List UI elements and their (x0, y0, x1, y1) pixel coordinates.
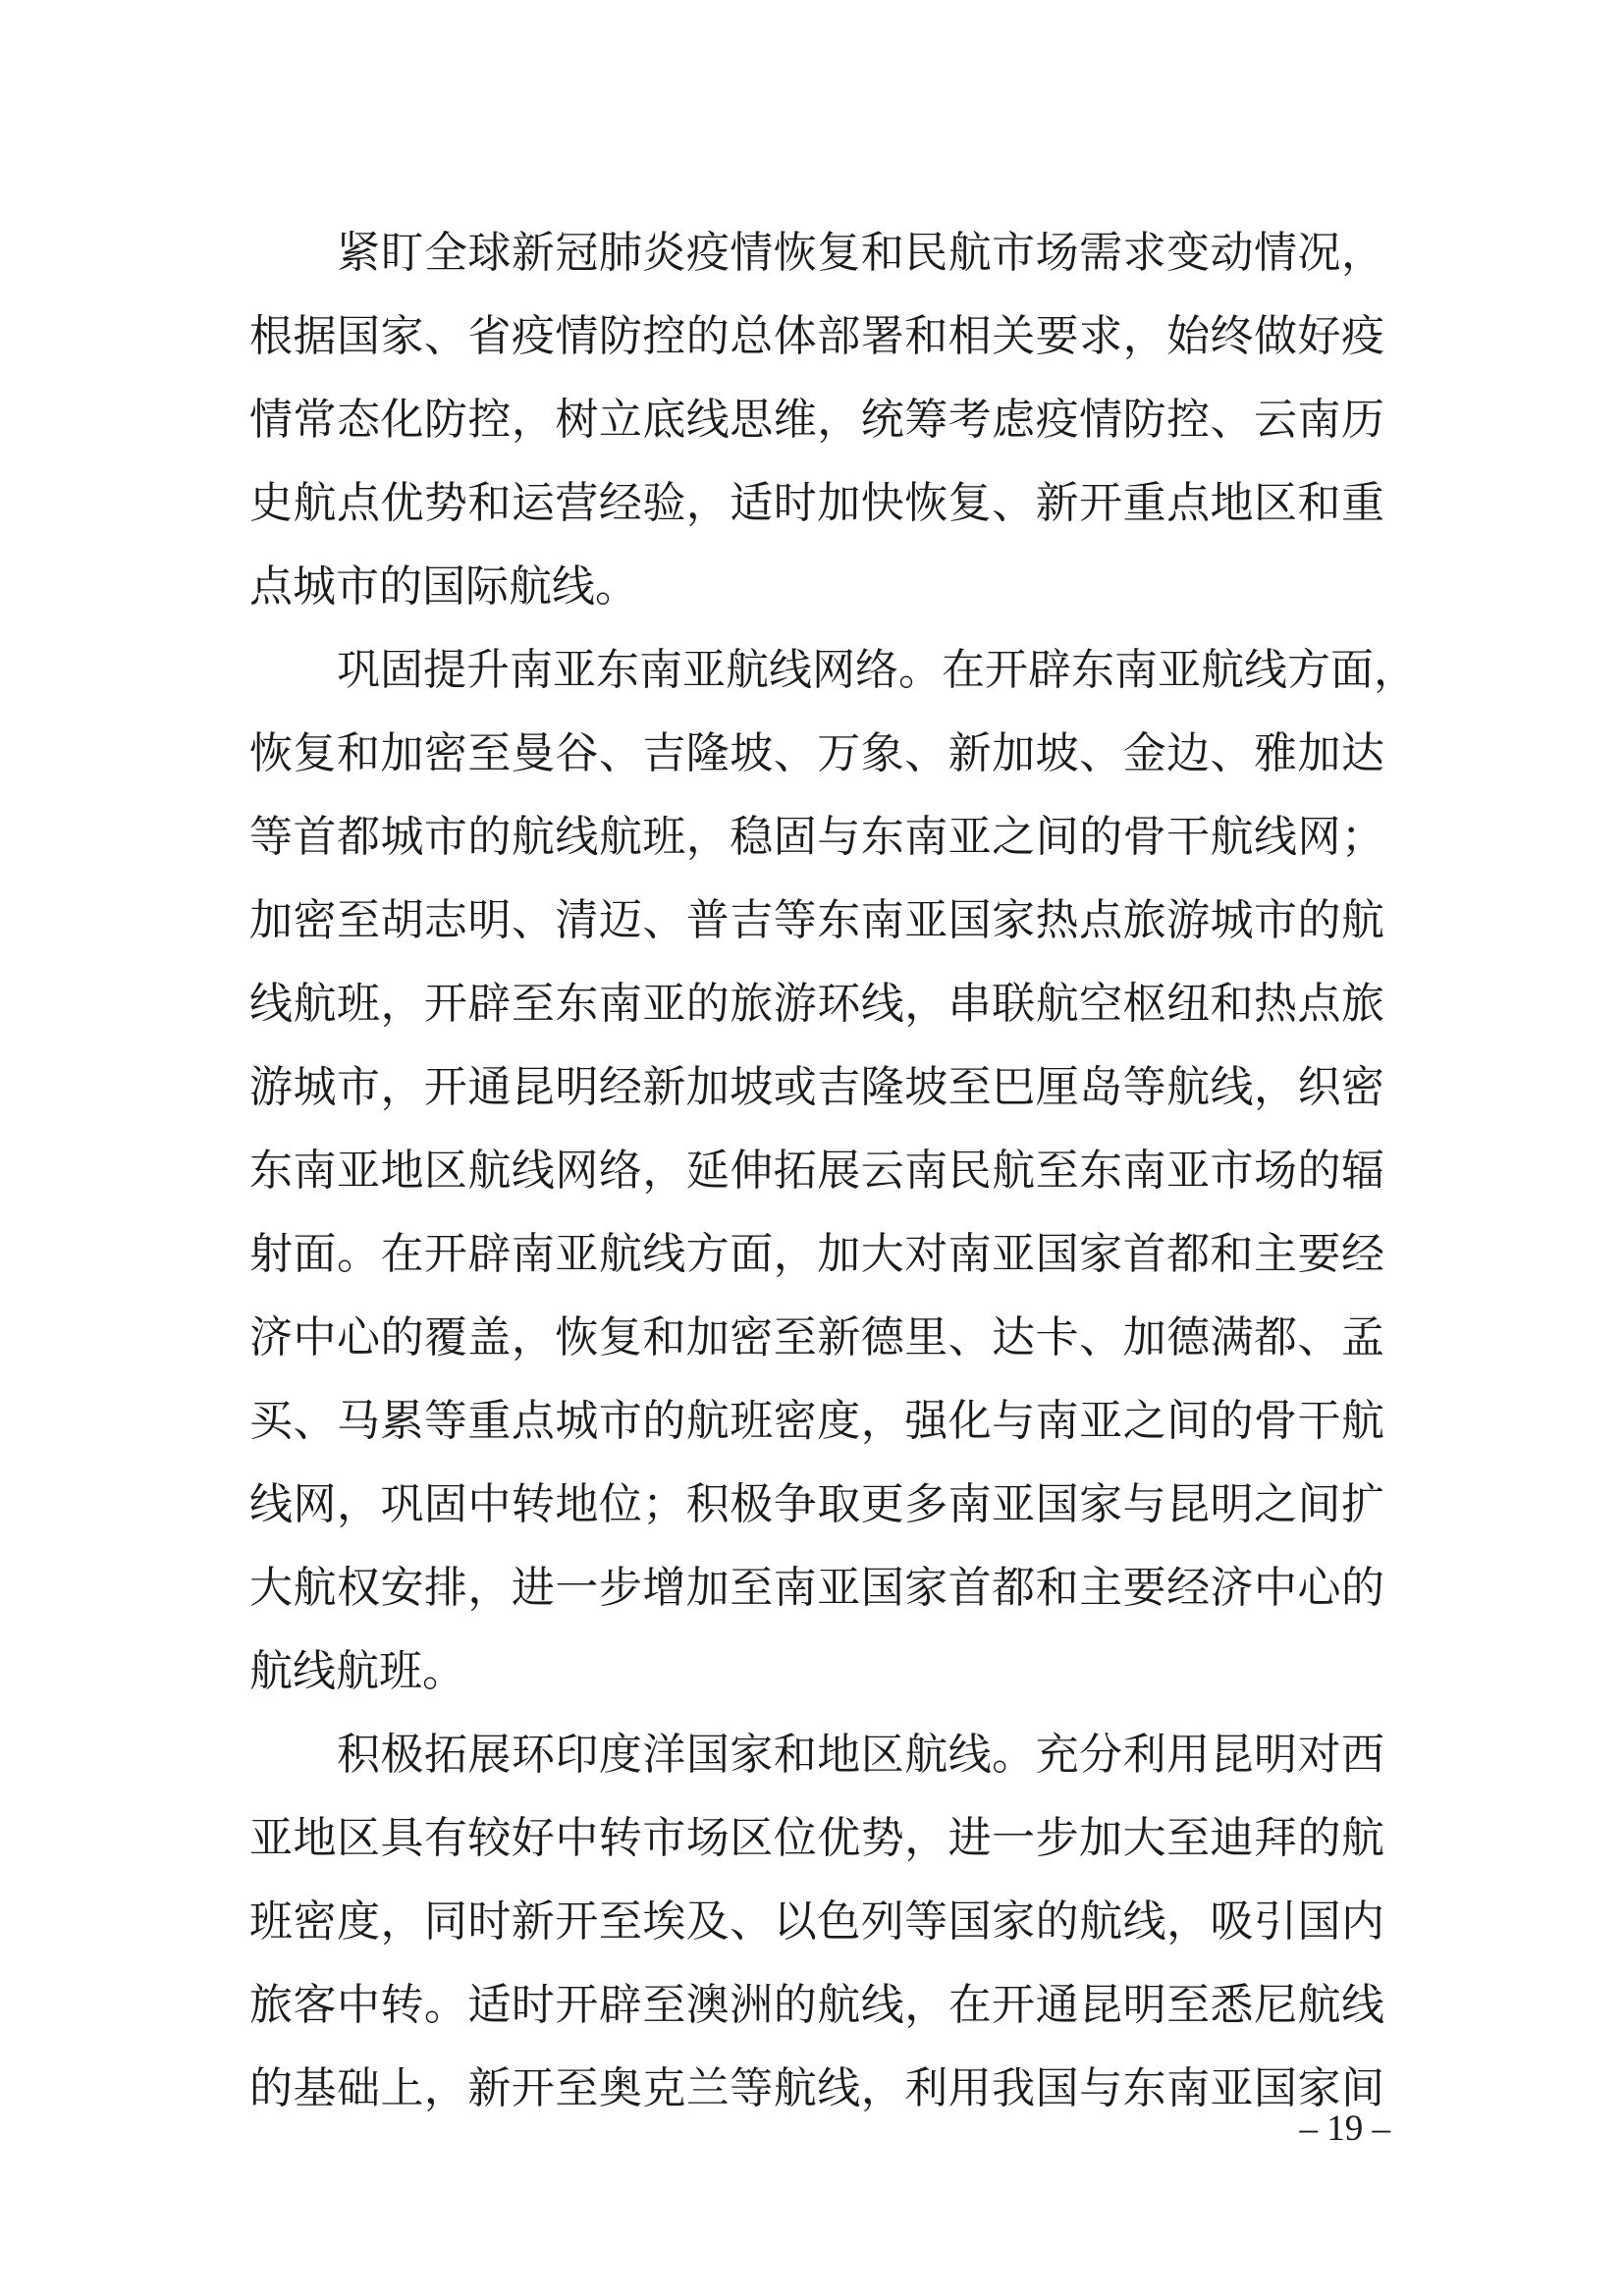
paragraph-1-line-3: 情常态化防控，树立底线思维，统筹考虑疫情防控、云南历 (249, 395, 1384, 445)
paragraph-1-line-5: 点城市的国际航线。 (249, 561, 638, 612)
paragraph-1-line-1: 紧盯全球新冠肺炎疫情恢复和民航市场需求变动情况， (337, 228, 1384, 278)
paragraph-3-line-5: 的基础上，新开至奥克兰等航线，利用我国与东南亚国家间 (249, 2063, 1384, 2113)
paragraph-2-line-8: 射面。在开辟南亚航线方面，加大对南亚国家首都和主要经 (249, 1229, 1384, 1279)
paragraph-2-line-4: 加密至胡志明、清迈、普吉等东南亚国家热点旅游城市的航 (249, 895, 1384, 945)
paragraph-1-line-4: 史航点优势和运营经验，适时加快恢复、新开重点地区和重 (249, 478, 1384, 528)
paragraph-2-line-12: 大航权安排，进一步增加至南亚国家首都和主要经济中心的 (249, 1563, 1384, 1613)
paragraph-2-line-2: 恢复和加密至曼谷、吉隆坡、万象、新加坡、金边、雅加达 (249, 728, 1384, 778)
paragraph-3-line-2: 亚地区具有较好中转市场区位优势，进一步加大至迪拜的航 (249, 1813, 1384, 1863)
paragraph-2-line-1: 巩固提升南亚东南亚航线网络。在开辟东南亚航线方面， (337, 645, 1417, 695)
paragraph-2-line-3: 等首都城市的航线航班，稳固与东南亚之间的骨干航线网； (249, 812, 1384, 862)
paragraph-3-line-1: 积极拓展环印度洋国家和地区航线。充分利用昆明对西 (337, 1730, 1384, 1780)
paragraph-3-line-3: 班密度，同时新开至埃及、以色列等国家的航线，吸引国内 (249, 1896, 1384, 1947)
paragraph-3-line-4: 旅客中转。适时开辟至澳洲的航线，在开通昆明至悉尼航线 (249, 1980, 1384, 2030)
paragraph-1-line-2: 根据国家、省疫情防控的总体部署和相关要求，始终做好疫 (249, 311, 1384, 361)
page-number: – 19 – (1299, 2109, 1390, 2149)
paragraph-2-line-7: 东南亚地区航线网络，延伸拓展云南民航至东南亚市场的辐 (249, 1146, 1384, 1196)
paragraph-2-line-10: 买、马累等重点城市的航班密度，强化与南亚之间的骨干航 (249, 1396, 1384, 1446)
paragraph-2-line-6: 游城市，开通昆明经新加坡或吉隆坡至巴厘岛等航线，织密 (249, 1062, 1384, 1112)
paragraph-2-line-5: 线航班，开辟至东南亚的旅游环线，串联航空枢纽和热点旅 (249, 979, 1384, 1029)
paragraph-2-line-9: 济中心的覆盖，恢复和加密至新德里、达卡、加德满都、孟 (249, 1312, 1384, 1362)
paragraph-2-line-11: 线网，巩固中转地位；积极争取更多南亚国家与昆明之间扩 (249, 1479, 1384, 1529)
paragraph-2-line-13: 航线航班。 (249, 1646, 465, 1696)
